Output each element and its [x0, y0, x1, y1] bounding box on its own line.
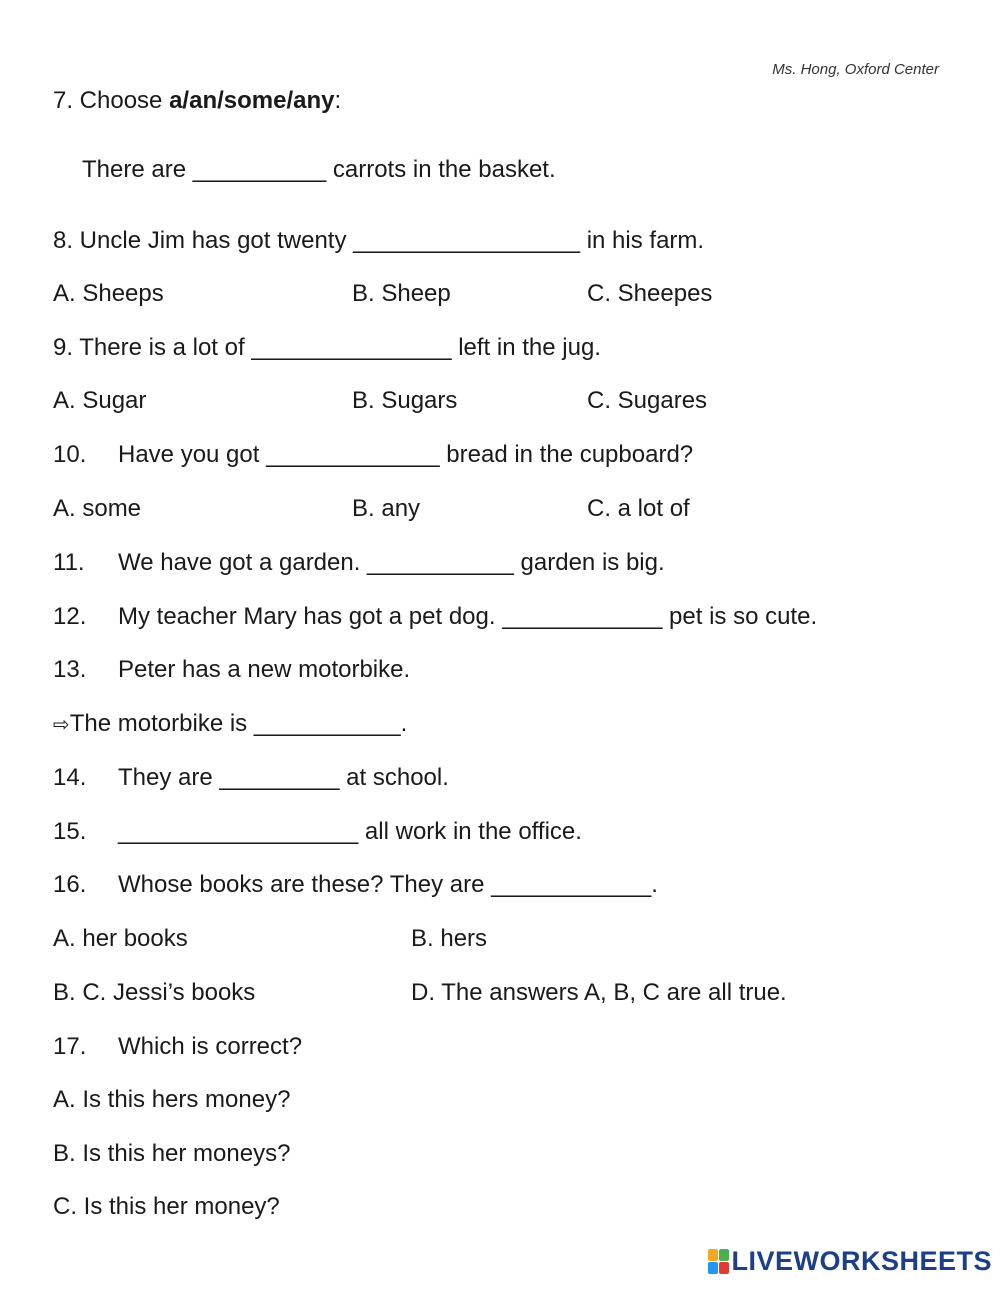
- question-17-option-b[interactable]: B. Is this her moneys?: [53, 1140, 291, 1167]
- question-17-option-c[interactable]: C. Is this her money?: [53, 1193, 280, 1220]
- author-note: Ms. Hong, Oxford Center: [772, 61, 939, 78]
- question-9-option-c[interactable]: C. Sugares: [587, 387, 708, 414]
- question-7: [53, 86, 341, 116]
- question-15-text: __________________ all work in the office.: [118, 818, 582, 845]
- question-10-option-a[interactable]: A. some: [53, 495, 142, 522]
- question-16-option-d[interactable]: D. The answers A, B, C are all true.: [411, 979, 787, 1006]
- question-16-option-c[interactable]: B. C. Jessi’s books: [53, 979, 256, 1006]
- liveworksheets-logo: [708, 1246, 992, 1277]
- question-9-option-a[interactable]: A. Sugar: [53, 387, 147, 414]
- question-17-text: Which is correct?: [118, 1033, 303, 1060]
- question-13: [53, 655, 410, 685]
- question-13-text: Peter has a new motorbike.: [118, 656, 411, 683]
- question-7-sentence: There are __________ carrots in the basket.: [82, 156, 556, 183]
- question-10-option-c[interactable]: C. a lot of: [587, 495, 690, 522]
- question-16-text: Whose books are these? They are ____________.: [118, 871, 658, 898]
- question-11: [53, 548, 665, 578]
- question-12-text: My teacher Mary has got a pet dog. ____________ pet is so cute.: [118, 603, 818, 630]
- question-11-number: 11.: [53, 549, 85, 576]
- liveworksheets-wordmark: LIVEWORKSHEETS: [731, 1246, 992, 1276]
- question-17: [53, 1032, 302, 1062]
- question-10-option-b[interactable]: B. any: [352, 495, 421, 522]
- question-17-number: 17.: [53, 1033, 87, 1060]
- question-9-option-b[interactable]: B. Sugars: [352, 387, 458, 414]
- question-7-bold-choices: a/an/some/any: [169, 87, 335, 114]
- question-16-number: 16.: [53, 871, 87, 898]
- question-16: [53, 870, 658, 900]
- question-12-number: 12.: [53, 603, 87, 630]
- liveworksheets-logo-icon: [708, 1249, 729, 1274]
- question-8-option-c[interactable]: C. Sheepes: [587, 280, 713, 307]
- question-13-number: 13.: [53, 656, 87, 683]
- question-16-option-b[interactable]: B. hers: [411, 925, 488, 952]
- arrow-right-icon: ⇨: [53, 714, 70, 736]
- question-13-answer: [53, 709, 407, 740]
- question-10: [53, 440, 693, 470]
- logo-tile: [708, 1249, 718, 1261]
- question-16-option-a[interactable]: A. her books: [53, 925, 188, 952]
- question-8: 8. Uncle Jim has got twenty _________________ in his farm.: [53, 227, 705, 254]
- question-8-option-a[interactable]: A. Sheeps: [53, 280, 164, 307]
- logo-tile: [719, 1249, 729, 1261]
- question-15: [53, 817, 582, 847]
- question-7-prefix: 7. Choose: [53, 87, 170, 114]
- logo-tile: [719, 1262, 729, 1274]
- question-8-option-b[interactable]: B. Sheep: [352, 280, 451, 307]
- question-9: 9. There is a lot of _______________ left in the jug.: [53, 334, 601, 361]
- question-11-text: We have got a garden. ___________ garden is big.: [118, 549, 665, 576]
- question-14: [53, 763, 449, 793]
- logo-tile: [708, 1262, 718, 1274]
- question-13-answer-line: The motorbike is ___________.: [69, 710, 408, 737]
- question-14-number: 14.: [53, 764, 87, 791]
- question-17-option-a[interactable]: A. Is this hers money?: [53, 1086, 291, 1113]
- question-15-number: 15.: [53, 818, 87, 845]
- question-7-suffix: :: [334, 87, 342, 114]
- question-10-number: 10.: [53, 441, 87, 468]
- question-12: [53, 602, 817, 632]
- question-10-text: Have you got _____________ bread in the cupboard?: [118, 441, 694, 468]
- question-14-text: They are _________ at school.: [118, 764, 449, 791]
